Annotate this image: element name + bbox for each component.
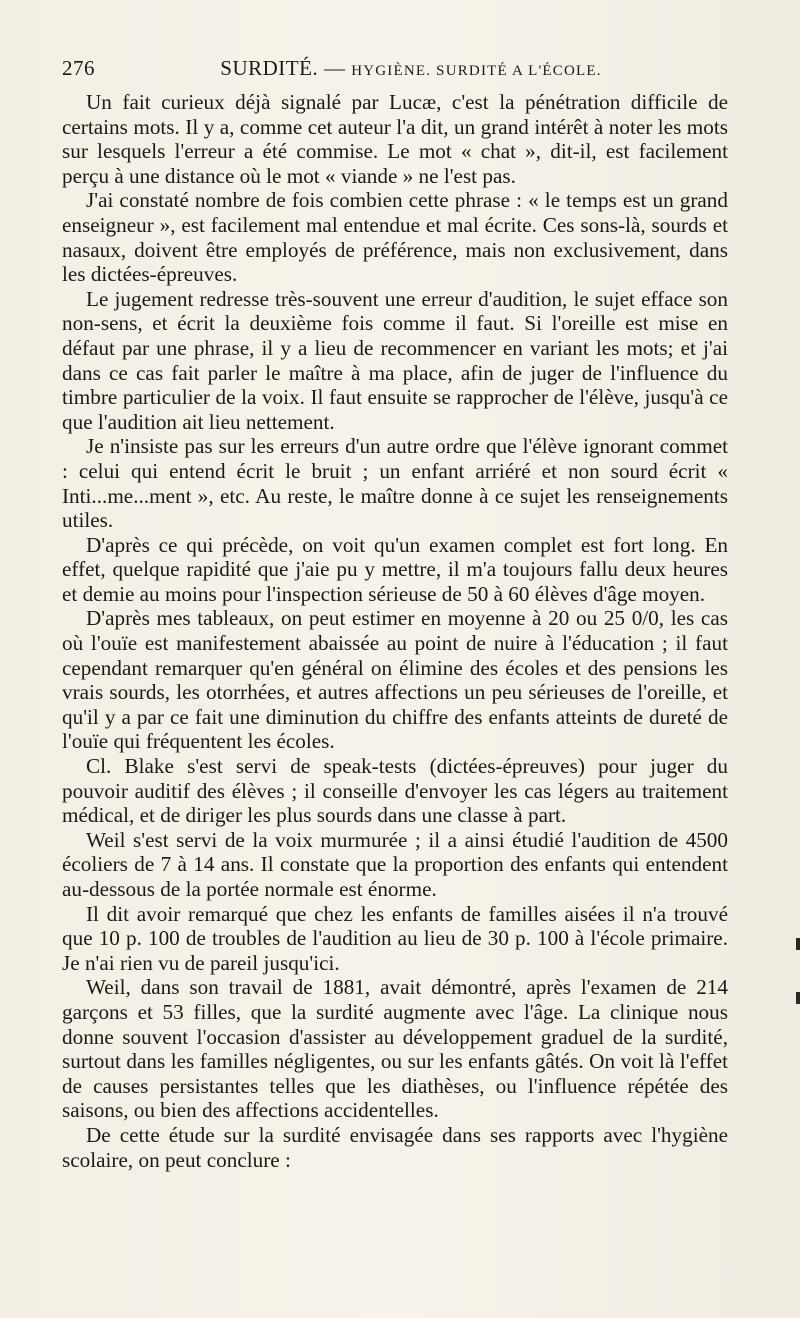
paragraph-conclusion: De cette étude sur la surdité envisagée dans ses rapports avec l'hygiène scolaire, on peut conclure :: [62, 1122, 728, 1172]
paragraph-weil-voix: Weil s'est servi de la voix murmurée ; il a ainsi étudié l'audition de 4500 écoliers de 7 à 14 ans. Il constate que la proportion des enfants qui entendent au-dessous de la portée normale est énorme.: [62, 827, 728, 901]
running-title-sub: HYGIÈNE. SURDITÉ A L'ÉCOLE.: [351, 63, 602, 79]
margin-mark: [796, 938, 800, 950]
margin-mark: [796, 992, 800, 1004]
paragraph-tableaux: D'après mes tableaux, on peut estimer en moyenne à 20 ou 25 0/0, les cas où l'ouïe est manifestement abaissée au point de nuire à l'éducation ; il faut cependant remarquer qu'en général on élimine des écoles et des pensions les vrais sourds, les otorrhées, et autres affections un peu sérieuses de l'oreille, et qu'il y a par ce fait une diminution du chiffre des enfants atteints de dureté de l'ouïe qui fréquentent les écoles.: [62, 606, 728, 754]
running-head: [62, 56, 730, 86]
paragraph-lucae: Un fait curieux déjà signalé par Lucæ, c'est la pénétration difficile de certains mots. Il y a, comme cet auteur l'a dit, un grand intérêt à noter les mots sur lesquels l'erreur a été commise. Le mot « chat », dit-il, est facilement perçu à une distance où le mot « viande » ne l'est pas.: [62, 90, 728, 188]
body-text: [62, 90, 728, 1172]
paragraph-weil-1881: Weil, dans son travail de 1881, avait démontré, après l'examen de 214 garçons et 53 filles, que la surdité augmente avec l'âge. La clinique nous donne souvent l'occasion d'assister au développement graduel de la surdité, surtout dans les familles négligentes, ou sur les enfants gâtés. On voit là l'effet de causes persistantes telles que les diathèses, ou l'influence répétée des saisons, ou bien des affections accidentelles.: [62, 975, 728, 1123]
paragraph-erreurs: Je n'insiste pas sur les erreurs d'un autre ordre que l'élève ignorant commet : celui qui entend écrit le bruit ; un enfant arriéré et non sourd écrit « Inti...me...ment », etc. Au reste, le maître donne à ce sujet les renseignements utiles.: [62, 434, 728, 533]
paragraph-blake: Cl. Blake s'est servi de speak-tests (dictées-épreuves) pour juger du pouvoir auditif des élèves ; il conseille d'envoyer les cas légers au traitement médical, et de diriger les plus sourds dans une classe à part.: [62, 754, 728, 828]
running-title-main: SURDITÉ.: [220, 56, 319, 80]
page-number: 276: [62, 56, 95, 80]
paragraph-examen: D'après ce qui précède, on voit qu'un examen complet est fort long. En effet, quelque rapidité que j'aie pu y mettre, il m'a toujours fallu deux heures et demie au moins pour l'inspection sérieuse de 50 à 60 élèves d'âge moyen.: [62, 532, 728, 606]
paragraph-phrase: J'ai constaté nombre de fois combien cette phrase : « le temps est un grand enseigneur », est facilement mal entendue et mal écrite. Ces sons-là, sourds et nasaux, doivent être employés de préférence, mais non exclusivement, dans les dictées-épreuves.: [62, 188, 728, 287]
running-title: [132, 56, 690, 81]
paragraph-familles: Il dit avoir remarqué que chez les enfants de familles aisées il n'a trouvé que 10 p. 100 de troubles de l'audition au lieu de 30 p. 100 à l'école primaire. Je n'ai rien vu de pareil jusqu'ici.: [62, 901, 728, 975]
running-title-separator: —: [323, 56, 346, 80]
paragraph-jugement: Le jugement redresse très-souvent une erreur d'audition, le sujet efface son non-sens, et écrit la deuxième fois comme il faut. Si l'oreille est mise en défaut par une phrase, il y a lieu de recommencer en variant les mots; et j'ai dans ce cas fait parler le maître à ma place, afin de juger de l'influence du timbre particulier de la voix. Il faut ensuite se rapprocher de l'élève, jusqu'à ce que l'audition ait lieu nettement.: [62, 286, 728, 434]
